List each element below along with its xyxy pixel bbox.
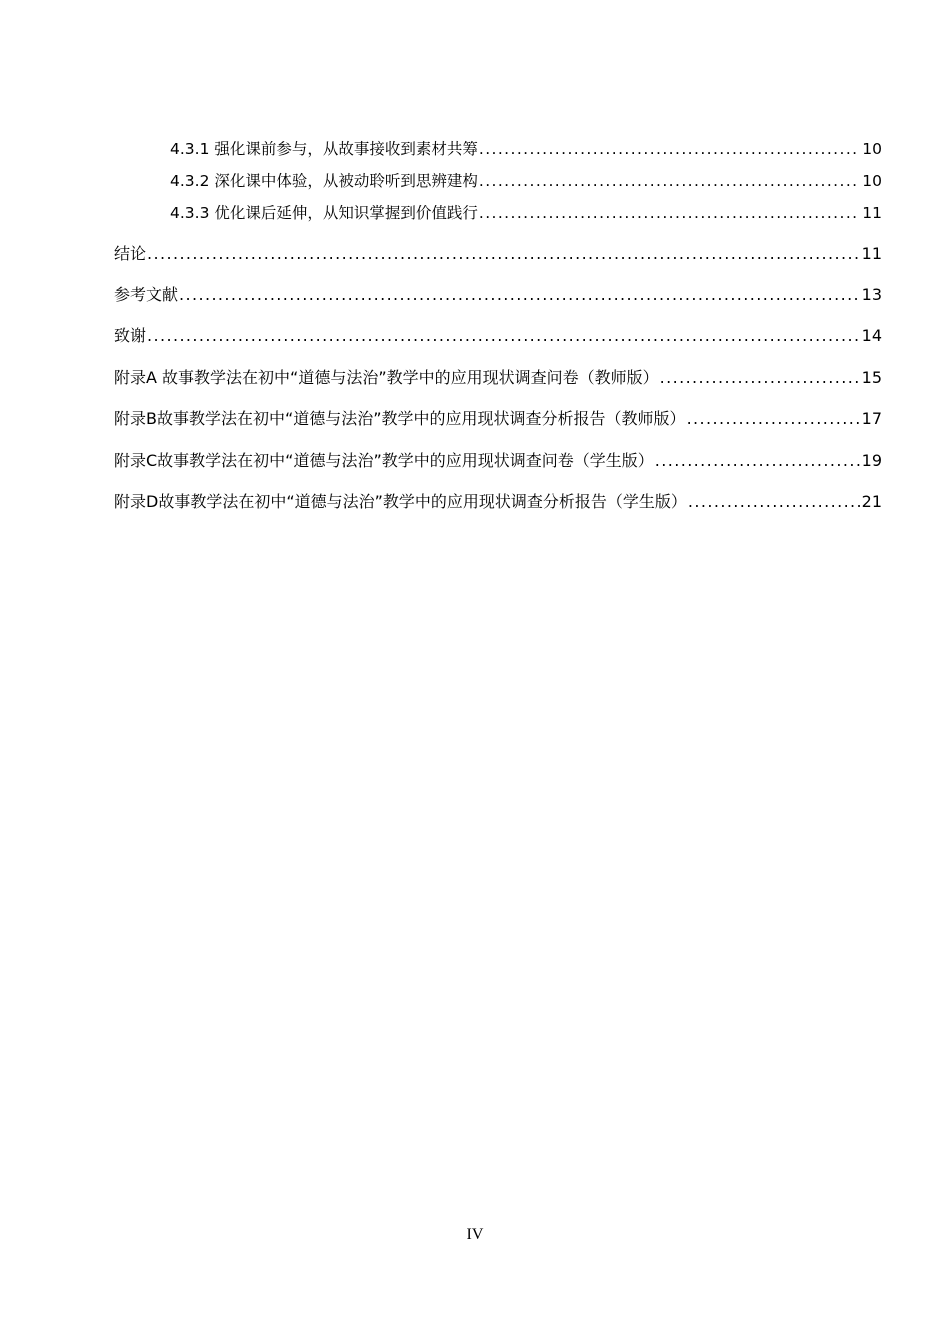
toc-entry-appendix-c[interactable] — [114, 450, 882, 472]
toc-entry-references[interactable] — [114, 284, 882, 306]
toc-dot-leader — [179, 284, 860, 306]
toc-entry-page: 11 — [861, 244, 882, 263]
toc-entry-appendix-d[interactable] — [114, 491, 882, 513]
toc-entry-title: 参考文献 — [114, 285, 179, 304]
toc-entry-title: 致谢 — [114, 326, 147, 345]
toc-entry-title: 结论 — [114, 244, 147, 263]
toc-entry-title: 4.3.1 强化课前参与，从故事接收到素材共筹 — [170, 140, 478, 158]
toc-entry-title: 4.3.2 深化课中体验，从被动聆听到思辨建构 — [170, 172, 478, 190]
toc-entry-title: 附录D故事教学法在初中“道德与法治”教学中的应用现状调查分析报告（学生版） — [114, 492, 687, 511]
toc-entry-page: 10 — [862, 172, 882, 190]
toc-dot-leader — [147, 243, 860, 265]
toc-entry-page: 21 — [861, 492, 882, 511]
toc-entry-title: 附录A 故事教学法在初中“道德与法治”教学中的应用现状调查问卷（教师版） — [114, 368, 659, 387]
toc-entry-title: 附录C故事教学法在初中“道德与法治”教学中的应用现状调查问卷（学生版） — [114, 451, 654, 470]
toc-dot-leader — [660, 367, 860, 389]
toc-entry-appendix-b[interactable] — [114, 408, 882, 430]
toc-entry-appendix-a[interactable] — [114, 367, 882, 389]
toc-entry-4-3-3[interactable] — [114, 202, 882, 224]
toc-entry-4-3-2[interactable] — [114, 170, 882, 192]
toc-entry-4-3-1[interactable] — [114, 138, 882, 160]
toc-entry-page: 15 — [861, 368, 882, 387]
toc-dot-leader — [687, 408, 860, 430]
toc-dot-leader — [688, 491, 860, 513]
toc-entry-page: 10 — [862, 140, 882, 158]
toc-entry-conclusion[interactable] — [114, 243, 882, 265]
toc-entry-page: 11 — [862, 204, 882, 222]
page-number: IV — [466, 1226, 484, 1243]
toc-dot-leader — [147, 325, 860, 347]
toc-entry-page: 13 — [861, 285, 882, 304]
toc-dot-leader — [479, 138, 860, 160]
toc-dot-leader — [479, 170, 860, 192]
toc-dot-leader — [655, 450, 860, 472]
toc-entry-page: 14 — [861, 326, 882, 345]
toc-entry-acknowledgements[interactable] — [114, 325, 882, 347]
toc-entry-page: 17 — [861, 409, 882, 428]
toc-dot-leader — [479, 202, 860, 224]
toc-entry-title: 附录B故事教学法在初中“道德与法治”教学中的应用现状调查分析报告（教师版） — [114, 409, 686, 428]
toc-entry-page: 19 — [861, 451, 882, 470]
toc-entry-title: 4.3.3 优化课后延伸，从知识掌握到价值践行 — [170, 204, 478, 222]
